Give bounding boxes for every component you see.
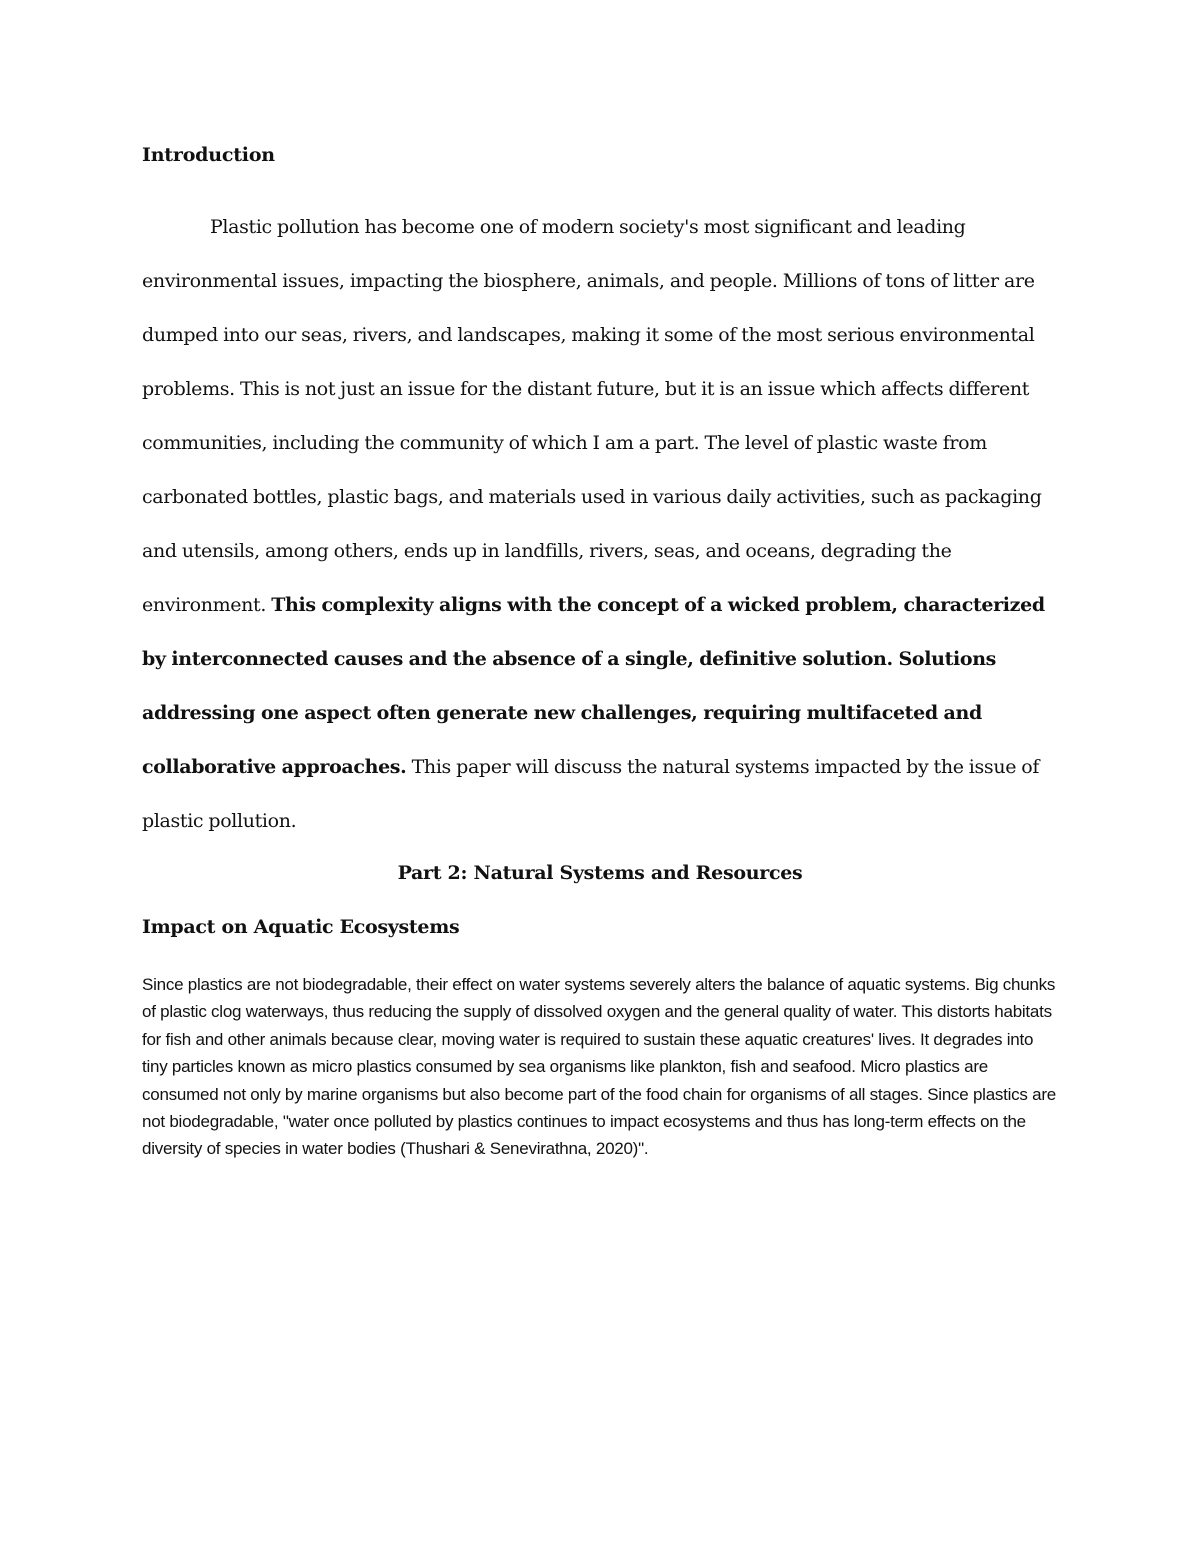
aquatic-ecosystems-paragraph: Since plastics are not biodegradable, their effect on water systems severely alters the balance of aquatic systems. Big chunks of plastic clog waterways, thus reducing the supply of dissolved oxygen and the general quality of water. This distorts habitats for fish and other animals because clear, moving water is required to sustain these aquatic creatures' lives. It degrades into tiny particles known as micro plastics consumed by sea organisms like plankton, fish and seafood. Micro plastics are consumed not only by marine organisms but also become part of the food chain for organisms of all stages. Since plastics are not biodegradable, "water once polluted by plastics continues to impact ecosystems and thus has long-term effects on the diversity of species in water bodies (Thushari & Senevirathna, 2020)". [142, 975, 1056, 1159]
intro-text-bold: This complexity aligns with the concept of a wicked problem, characterized by interconnected causes and the absence of a single, definitive solution. Solutions addressing one aspect often generate new challenges, requiring multifaceted and collaborative approaches. [142, 594, 1045, 778]
intro-text-plain-2: This paper will discuss the natural systems impacted by the issue of plastic pollution. [142, 756, 1040, 832]
introduction-paragraph [142, 200, 1062, 848]
part2-heading: Part 2: Natural Systems and Resources [397, 862, 803, 884]
introduction-heading: Introduction [142, 144, 275, 166]
aquatic-ecosystems-heading: Impact on Aquatic Ecosystems [142, 916, 460, 938]
intro-text-plain-1: Plastic pollution has become one of modern society's most significant and leading environmental issues, impacting the biosphere, animals, and people. Millions of tons of litter are dumped into our seas, rivers, and landscapes, making it some of the most serious environmental problems. This is not just an issue for the distant future, but it is an issue which affects different communities, including the community of which I am a part. The level of plastic waste from carbonated bottles, plastic bags, and materials used in various daily activities, such as packaging and utensils, among others, ends up in landfills, rivers, seas, and oceans, degrading the environment. [142, 216, 1042, 616]
